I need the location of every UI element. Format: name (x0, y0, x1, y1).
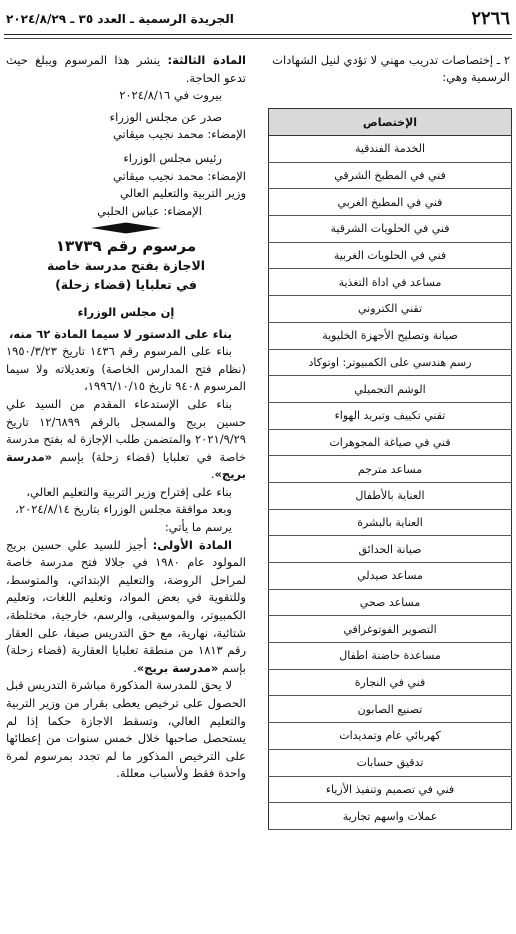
prime-minister-title: رئيس مجلس الوزراء (123, 150, 222, 165)
table-row (269, 643, 512, 670)
specialty-cell: فني في صياغة المجوهرات (269, 429, 512, 456)
recital-2-text: بناء على الإستدعاء المقدم من السيد علي حسين بريج والمسجل بالرقم ١٢/٦٨٩٩ تاريخ ٢٠٢١/٩/٢٩ والمتضمن طلب الإجازة له بفتح مدرسة خاصة في تعلبايا (قضاء زحلة) بإسم (5, 396, 246, 464)
specialty-cell: رسم هندسي على الكمبيوتر: اوتوكاد (269, 349, 512, 376)
ornament-divider (6, 222, 246, 234)
specialty-cell: فني في الحلويات الغربية (269, 242, 512, 269)
header-divider (4, 38, 512, 39)
table-row (269, 482, 512, 509)
table-row (269, 509, 512, 536)
table-row (269, 723, 512, 750)
table-row (269, 402, 512, 429)
table-row (269, 162, 512, 189)
table-header: الإختصاص (269, 109, 512, 136)
table-row (269, 242, 512, 269)
table-row (269, 803, 512, 830)
specialty-cell: تقني تكييف وتبريد الهواء (269, 402, 512, 429)
table-row (269, 563, 512, 590)
table-row (269, 616, 512, 643)
specialty-cell: صيانة الحدائق (269, 536, 512, 563)
article-3-text: ينشر هذا المرسوم ويبلغ حيث تدعو الحاجة. (6, 53, 246, 85)
article-1-end: . (133, 660, 137, 675)
recital-2 (6, 396, 246, 484)
recital-1: بناء على المرسوم رقم ١٤٣٦ تاريخ ١٩٥٠/٣/٢٣ (نظام فتح المدارس الخاصة) وتعديلاته ولا سيما المرسوم ٩٤٠٨ تاريخ ١٩٩٦/١٠/١٥، (6, 344, 246, 394)
article-1 (6, 537, 246, 678)
table-row (269, 296, 512, 323)
specialty-cell: فني في النجارة (269, 669, 512, 696)
signature-3: الإمضاء: عباس الحلبي (97, 203, 202, 218)
constitution-clause: بناء على الدستور لا سيما المادة ٦٢ منه، (9, 326, 232, 341)
specialty-cell: مساعد صحي (269, 589, 512, 616)
table-row (269, 269, 512, 296)
article-1-condition: لا يحق للمدرسة المذكورة مباشرة التدريس قبل الحصول على ترخيص يعطى بقرار من وزير التربية والتعليم العالي، وتسقط الاجازة حكما إذا لم يستحصل صاحبها خلال خمس سنوات من إعطائها على الترخيص المذكور ما لم تجدد بمرسوم لمرة واحدة فقط ولأسباب معللة. (6, 678, 246, 781)
page-header (4, 6, 512, 35)
recital-2-end: . (210, 467, 215, 482)
specialty-cell: فني في الحلويات الشرقية (269, 216, 512, 243)
specialties-body (269, 136, 512, 830)
article-1-text: أجيز للسيد علي حسين بريج المولود عام ١٩٨٠ في جلالا فتح مدرسة خاصة لمراحل الروضة، والتعليم الإبتدائي، والمتوسط، وللتقوية في بعض المواد، وتعليم اللغات، وتعليم الكمبيوتر، والموسيقى، والرسم، خارجية، مختلطة، شتائية، نهارية، مع حق التدريس صيفا، على العقار رقم ١٨١٣ من منطقة تعلبايا العقارية (قضاء زحلة) بإسم (6, 537, 246, 675)
table-row (269, 456, 512, 483)
table-row (269, 749, 512, 776)
table-row (269, 669, 512, 696)
specialty-cell: تقني الكتروني (269, 296, 512, 323)
section-intro: ٢ ـ إختصاصات تدريب مهني لا تؤدي لنيل الشهادات الرسمية وهي: (272, 53, 510, 84)
table-row (269, 216, 512, 243)
specialty-cell: تدقيق حسابات (269, 749, 512, 776)
right-column (270, 52, 510, 96)
minister-title: وزير التربية والتعليم العالي (119, 186, 246, 201)
signature-1: الإمضاء: محمد نجيب ميقاتي (112, 127, 246, 142)
specialty-cell: التصوير الفوتوغرافي (269, 616, 512, 643)
article-3 (6, 52, 246, 87)
decree-subject-1: الاجازة بفتح مدرسة خاصة (46, 257, 206, 273)
table-row (269, 776, 512, 803)
table-row (269, 376, 512, 403)
gazette-title: الجريدة الرسمية ـ العدد ٣٥ ـ ٢٠٢٤/٨/٢٩ (6, 12, 234, 26)
table-row (269, 429, 512, 456)
place-date: بيروت في ٢٠٢٤/٨/١٦ (119, 88, 222, 103)
specialty-cell: تصنيع الصابون (269, 696, 512, 723)
specialty-cell: العناية بالبشرة (269, 509, 512, 536)
article-3-label: المادة الثالثة: (167, 53, 247, 67)
council-heading: إن مجلس الوزراء (77, 304, 175, 319)
issued-by: صدر عن مجلس الوزراء (109, 109, 222, 124)
specialty-cell: العناية بالأطفال (269, 482, 512, 509)
specialty-cell: الخدمة الفندقية (269, 136, 512, 163)
specialty-cell: فني في المطبخ الغربي (269, 189, 512, 216)
decrees-line: يرسم ما يأتي: (164, 520, 232, 535)
specialties-table (268, 108, 512, 830)
table-row (269, 322, 512, 349)
table-row (269, 589, 512, 616)
table-row (269, 696, 512, 723)
table-row (269, 189, 512, 216)
specialty-cell: صيانة وتصليح الأجهزة الخليوية (269, 322, 512, 349)
article-1-label: المادة الأولى: (152, 537, 232, 552)
specialty-cell: عملات واسهم تجارية (269, 803, 512, 830)
decree-number: مرسوم رقم ١٣٧٣٩ (55, 237, 197, 256)
decree-subject-2: في تعلبايا (قضاء زحلة) (55, 276, 197, 292)
specialty-cell: مساعدة حاضنة اطفال (269, 643, 512, 670)
table-row (269, 349, 512, 376)
left-column (6, 52, 246, 783)
specialty-cell: فني في المطبخ الشرقي (269, 162, 512, 189)
specialty-cell: الوشم التجميلي (269, 376, 512, 403)
signature-2: الإمضاء: محمد نجيب ميقاتي (112, 168, 246, 183)
table-row (269, 536, 512, 563)
specialty-cell: فني في تصميم وتنفيذ الأزياء (269, 776, 512, 803)
specialty-cell: كهربائي عام وتمديدات (269, 723, 512, 750)
article-1-school-name: «مدرسة بريج» (136, 660, 219, 675)
table-row (269, 136, 512, 163)
specialty-cell: مساعد مترجم (269, 456, 512, 483)
recital-3: بناء على إقتراح وزير التربية والتعليم العالي، (26, 484, 232, 499)
specialty-cell: مساعد صيدلي (269, 563, 512, 590)
page-number: ٢٢٦٦ (471, 8, 510, 29)
school-name: «مدرسة بريج» (6, 449, 246, 482)
specialty-cell: مساعد في اداة التغذية (269, 269, 512, 296)
recital-4: وبعد موافقة مجلس الوزراء بتاريخ ٢٠٢٤/٨/١٤، (15, 502, 232, 517)
